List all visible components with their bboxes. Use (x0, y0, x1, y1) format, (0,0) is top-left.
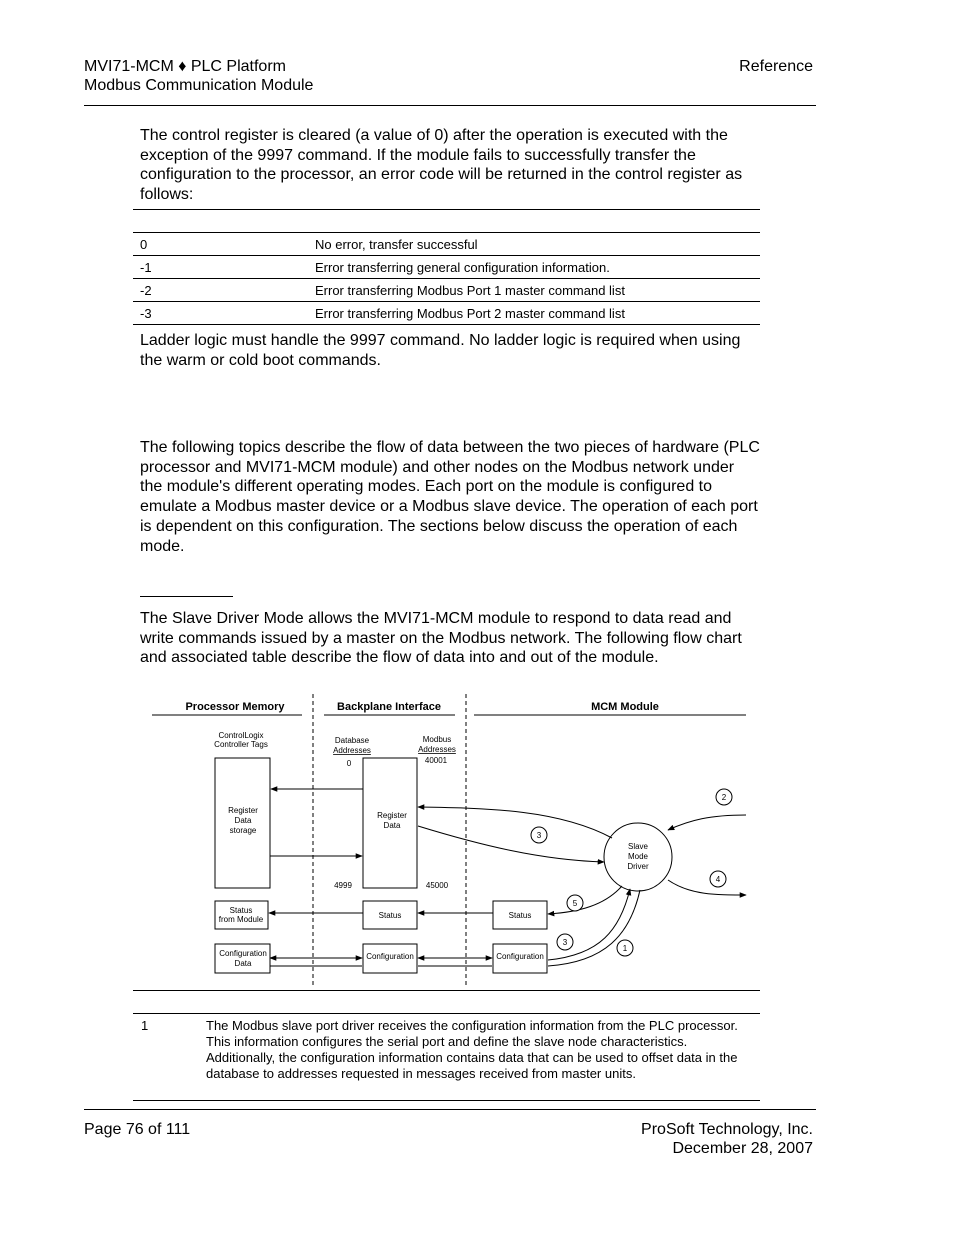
arrow-driver-to-register (418, 807, 612, 838)
col-processor-memory: Processor Memory (185, 701, 285, 713)
step-4-label: 4 (715, 875, 721, 884)
footer-rule (84, 1109, 816, 1110)
register-storage-label-3: storage (229, 826, 257, 835)
modbus-end-address: 45000 (425, 881, 449, 890)
step-3-label-b: 3 (562, 938, 568, 947)
footer-page-number: Page 76 of 111 (84, 1121, 191, 1138)
step-2-label: 2 (721, 793, 727, 802)
header-title-line1: MVI71-MCM ♦ PLC Platform (84, 58, 286, 75)
status-from-module-label-2: from Module (218, 915, 264, 924)
database-addresses-label-1: Database (334, 736, 370, 745)
db-end-address: 4999 (334, 881, 352, 890)
config-data-label-1: Configuration (219, 949, 267, 958)
step-table-top-rule (133, 990, 760, 991)
step-description: The Modbus slave port driver receives the configuration information from the PLC processor. This information configures the serial port and define the slave node characteristics. Additionally, the configuration information contains data that can be used to offset data in the database to addresses requested in messages received from master units. (206, 1018, 738, 1081)
arrow-driver-to-status (548, 886, 622, 914)
error-description: No error, transfer successful (315, 237, 478, 252)
modbus-addresses-label-1: Modbus (422, 735, 452, 744)
driver-label-1: Slave (627, 842, 649, 851)
col-mcm-module: MCM Module (591, 701, 659, 713)
arrow-network-to-driver (668, 815, 746, 830)
controller-tags-label-2: Controller Tags (214, 740, 268, 749)
step-1-label: 1 (622, 944, 628, 953)
step-5-label: 5 (572, 899, 578, 908)
header-title-line2: Modbus Communication Module (84, 77, 314, 94)
driver-label-3: Driver (627, 862, 649, 871)
ladder-paragraph: Ladder logic must handle the 9997 command. No ladder logic is required when using the warm or cold boot commands. (140, 332, 741, 369)
configuration-mcm-label: Configuration (496, 952, 544, 961)
error-code: -1 (140, 260, 152, 275)
status-label: Status (378, 911, 402, 920)
status-from-module-label-1: Status (229, 906, 253, 915)
db-start-address: 0 (346, 759, 352, 768)
slave-mode-paragraph: The Slave Driver Mode allows the MVI71-MCM module to respond to data read and write commands issued by a master on the Modbus network. The following flow chart and associated table describe the flow of data into and out of the module. (140, 610, 742, 667)
register-data-label-2: Data (383, 821, 401, 830)
flow-paragraph: The following topics describe the flow of data between the two pieces of hardware (PLC processor and MVI71-MCM module) and other nodes on the Modbus network under the module's different operating modes. Each port on the module is configured to emulate a Modbus master device or a Modbus slave device. The operation of each port is dependent on this configuration. The sections below discuss the operation of each mode. (140, 439, 760, 555)
footer-company-name: ProSoft Technology, Inc. (641, 1121, 813, 1138)
register-data-label-1: Register (377, 811, 407, 820)
footer-company (641, 1120, 813, 1158)
error-description: Error transferring Modbus Port 2 master command list (315, 306, 625, 321)
register-storage-label-2: Data (234, 816, 252, 825)
configuration-label: Configuration (366, 952, 414, 961)
status-mcm-label: Status (508, 911, 532, 920)
col-backplane-interface: Backplane Interface (337, 701, 441, 713)
database-addresses-label-2: Addresses (333, 746, 371, 755)
intro-paragraph: The control register is cleared (a value of 0) after the operation is executed with the exception of the 9997 command. If the module fails to successfully transfer the configuration to the processor, an error code will be returned in the control register as follows: (140, 127, 743, 204)
error-description: Error transferring Modbus Port 1 master command list (315, 283, 625, 298)
arrow-driver-to-network (668, 880, 746, 895)
arrow-register-to-driver (418, 826, 604, 862)
step-3-label-a: 3 (536, 831, 542, 840)
modbus-addresses-label-2: Addresses (418, 745, 456, 754)
error-description: Error transferring general configuration information. (315, 260, 610, 275)
driver-label-2: Mode (627, 852, 649, 861)
step-table (133, 1013, 760, 1101)
register-storage-label-1: Register (228, 806, 258, 815)
error-code: -3 (140, 306, 152, 321)
config-data-label-2: Data (234, 959, 252, 968)
error-code: 0 (140, 237, 148, 252)
error-code: -2 (140, 283, 152, 298)
step-number: 1 (141, 1018, 149, 1033)
footer-date: December 28, 2007 (672, 1140, 813, 1157)
controller-tags-label-1: ControlLogix (218, 731, 264, 740)
modbus-start-address: 40001 (424, 756, 448, 765)
header-section: Reference (739, 58, 813, 75)
